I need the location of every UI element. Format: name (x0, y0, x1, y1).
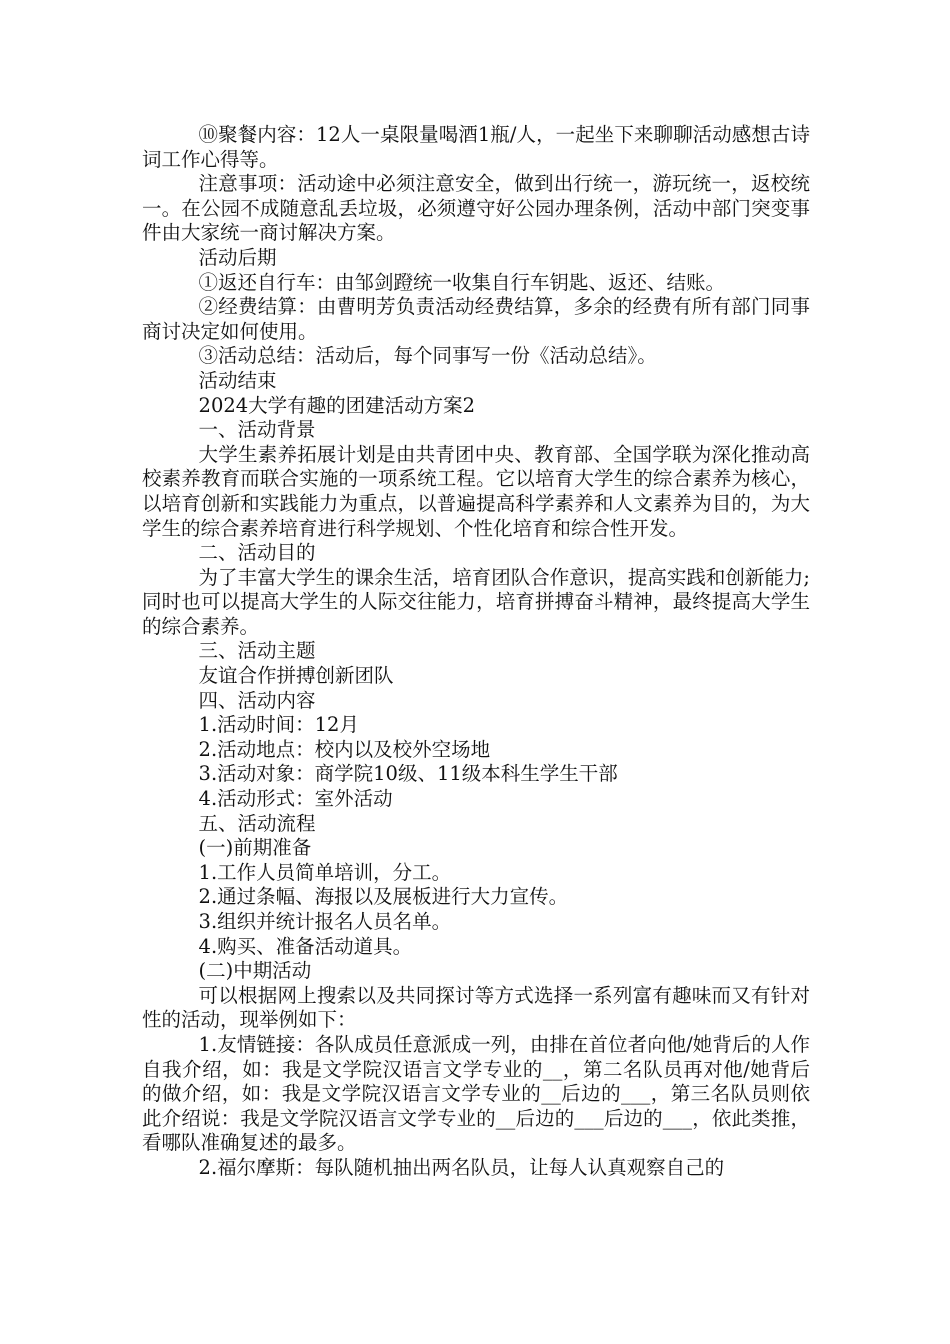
section-heading: 活动后期 (198, 245, 277, 269)
list-item: 2.福尔摩斯：每队随机抽出两名队员，让每人认真观察自己的 (198, 1155, 725, 1179)
list-item: 1.工作人员简单培训，分工。 (198, 860, 452, 884)
paragraph: 大学生素养拓展计划是由共青团中央、教育部、全国学联为深化推动高校素养教育而联合实施的一项系统工程。它以培育大学生的综合素养为核心，以培育创新和实践能力为重点，以普遍提高科学素养和人文素养为目的，为大学生的综合素养培育进行科学规划、个性化培育和综合性开发。 (142, 442, 810, 540)
section-heading: 活动结束 (198, 368, 277, 392)
list-item: 4.活动形式：室外活动 (198, 787, 393, 811)
subsection-heading: (一)前期准备 (198, 836, 312, 860)
list-item: 4.购买、准备活动道具。 (198, 934, 413, 958)
paragraph: ②经费结算：由曹明芳负责活动经费结算，多余的经费有所有部门同事商讨决定如何使用。 (142, 295, 810, 343)
list-item: 1.友情链接：各队成员任意派成一列，由排在首位者向他/她背后的人作自我介绍，如：我是文学院汉语言文学专业的__，第二名队员再对他/她背后的做介绍，如：我是文学院汉语言文学专业的__后边的___，第三名队员则依此介绍说：我是文学院汉语言文学专业的__后边的___后边的___，依此类推，看哪队准确复述的最多。 (142, 1032, 810, 1155)
subsection-heading: (二)中期活动 (198, 959, 312, 983)
section-heading: 三、活动主题 (198, 639, 316, 663)
section-heading: 一、活动背景 (198, 418, 316, 442)
paragraph: 友谊合作拼搏创新团队 (198, 664, 394, 688)
paragraph: ③活动总结：活动后，每个同事写一份《活动总结》。 (198, 344, 657, 368)
paragraph: ①返还自行车：由邹剑蹬统一收集自行车钥匙、返还、结账。 (198, 270, 726, 294)
list-item: 2.活动地点：校内以及校外空场地 (198, 737, 491, 761)
list-item: 3.活动对象：商学院10级、11级本科生学生干部 (198, 762, 618, 786)
document-body (142, 123, 810, 1181)
paragraph: 可以根据网上搜索以及共同探讨等方式选择一系列富有趣味而又有针对性的活动，现举例如下： (142, 983, 810, 1032)
document-title: 2024大学有趣的团建活动方案2 (198, 393, 476, 417)
list-item: 3.组织并统计报名人员名单。 (198, 910, 452, 933)
section-heading: 四、活动内容 (198, 688, 316, 712)
paragraph: 为了丰富大学生的课余生活，培育团队合作意识，提高实践和创新能力;同时也可以提高大学生的人际交往能力，培育拼搏奋斗精神，最终提高大学生的综合素养。 (142, 565, 810, 638)
paragraph: ⑩聚餐内容：12人一桌限量喝酒1瓶/人，一起坐下来聊聊活动感想古诗词工作心得等。 (142, 123, 810, 171)
list-item: 1.活动时间：12月 (198, 713, 359, 737)
section-heading: 五、活动流程 (198, 811, 316, 835)
paragraph: 注意事项：活动途中必须注意安全，做到出行统一，游玩统一，返校统一。在公园不成随意乱丢垃圾，必须遵守好公园办理条例，活动中部门突变事件由大家统一商讨解决方案。 (142, 172, 810, 245)
list-item: 2.通过条幅、海报以及展板进行大力宣传。 (198, 885, 569, 909)
section-heading: 二、活动目的 (198, 541, 316, 565)
